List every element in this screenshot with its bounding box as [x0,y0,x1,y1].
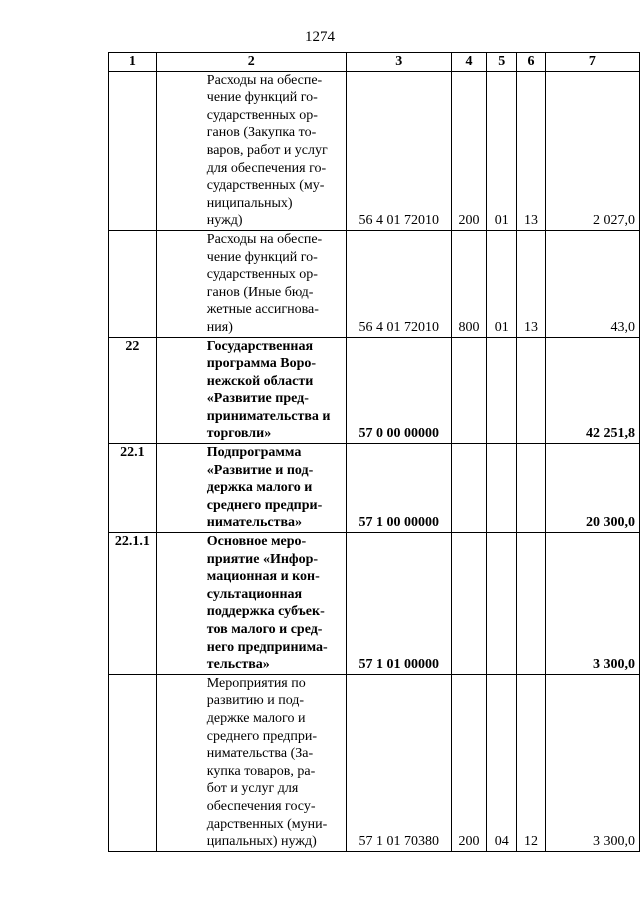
description-line: сультационная [206,586,303,602]
expense-type-cell [451,533,487,675]
description-line: него предпринима- [206,639,328,655]
subsection-cell [517,533,546,675]
subsection-cell [517,444,546,533]
description-line: нимательства» [206,515,303,531]
row-number-cell [109,71,157,230]
description-line: ния) [206,319,233,335]
description-text [207,231,343,337]
subsection-cell: 13 [517,71,546,230]
description-line: держка малого и [206,480,313,496]
description-line: принимательства и [206,408,331,424]
header-cell: 5 [487,53,517,72]
description-line: Государственная [206,338,314,354]
description-line: среднего предпри- [206,497,323,513]
description-line: «Развитие пред- [206,391,309,407]
amount-cell: 43,0 [545,230,639,337]
description-line: купка товаров, ра- [206,763,316,779]
description-line: «Развитие и под- [206,462,314,478]
program-code-cell: 57 1 00 00000 [346,444,451,533]
program-code-cell: 56 4 01 72010 [346,71,451,230]
expense-type-cell: 200 [451,674,487,851]
description-line: ниципальных) [206,195,293,211]
section-cell [487,444,517,533]
description-line: чение функций го- [206,249,318,265]
description-line: среднего предпри- [206,728,318,744]
description-line: нежской области [206,373,314,389]
description-line: сударственных (му- [206,178,325,194]
description-line: бот и услуг для [206,781,299,797]
row-number-cell [109,674,157,851]
table-row [109,71,640,230]
description-line: торговли» [206,426,272,442]
table-row [109,533,640,675]
description-line: Подпрограмма [206,445,302,461]
header-cell: 6 [517,53,546,72]
description-line: сударственных ор- [206,267,318,283]
description-line: Мероприятия по [206,675,306,691]
description-line: развитию и под- [206,693,305,709]
header-cell: 4 [451,53,487,72]
description-line: мационная и кон- [206,569,320,585]
row-number-cell [109,230,157,337]
description-line: Расходы на обеспе- [206,72,323,88]
description-line: приятие «Инфор- [206,551,319,567]
description-line: обеспечения госу- [206,798,316,814]
table-row [109,674,640,851]
program-code-cell: 57 1 01 00000 [346,533,451,675]
expense-type-cell [451,337,487,444]
header-row [109,53,640,72]
description-text [207,675,343,851]
header-cell: 7 [545,53,639,72]
expense-type-cell: 200 [451,71,487,230]
section-cell: 04 [487,674,517,851]
page-number: 1274 [305,29,335,45]
expense-type-cell: 800 [451,230,487,337]
section-cell [487,337,517,444]
subsection-cell: 12 [517,674,546,851]
description-cell [156,674,346,851]
header-cell: 2 [156,53,346,72]
description-line: ципальных) нужд) [206,834,317,850]
budget-table [108,52,640,852]
subsection-cell [517,337,546,444]
description-line: для обеспечения го- [206,160,327,176]
description-line: Расходы на обеспе- [206,231,323,247]
program-code-cell: 57 1 01 70380 [346,674,451,851]
amount-cell: 20 300,0 [545,444,639,533]
amount-cell: 42 251,8 [545,337,639,444]
description-line: варов, работ и услуг [206,142,328,158]
description-text [207,533,343,674]
description-cell [156,71,346,230]
expense-type-cell [451,444,487,533]
description-line: чение функций го- [206,90,318,106]
row-number-cell: 22 [109,337,157,444]
description-line: держке малого и [206,710,306,726]
header-cell: 3 [346,53,451,72]
description-text [207,72,343,230]
table-row [109,230,640,337]
description-line: дарственных (муни- [206,816,328,832]
description-text [207,444,343,532]
table-row [109,444,640,533]
description-line: тов малого и сред- [206,622,323,637]
description-line: Основное меро- [206,534,307,550]
amount-cell: 2 027,0 [545,71,639,230]
description-line: нужд) [206,213,243,229]
description-cell [156,337,346,444]
section-cell [487,533,517,675]
section-cell: 01 [487,71,517,230]
description-line: программа Воро- [206,356,317,372]
amount-cell: 3 300,0 [545,674,639,851]
description-line: нимательства (За- [206,746,314,762]
description-line: сударственных ор- [206,107,318,123]
description-line: ганов (Закупка то- [206,125,317,141]
row-number-cell: 22.1 [109,444,157,533]
description-line: тельства» [206,657,270,673]
row-number-cell: 22.1.1 [109,533,157,675]
subsection-cell: 13 [517,230,546,337]
description-cell [156,230,346,337]
table-row [109,337,640,444]
description-line: жетные ассигнова- [206,302,319,318]
description-text [207,338,343,444]
program-code-cell: 57 0 00 00000 [346,337,451,444]
header-cell: 1 [109,53,157,72]
section-cell: 01 [487,230,517,337]
description-cell [156,533,346,675]
description-line: поддержка субъек- [206,604,325,620]
description-cell [156,444,346,533]
description-line: ганов (Иные бюд- [206,284,314,300]
amount-cell: 3 300,0 [545,533,639,675]
program-code-cell: 56 4 01 72010 [346,230,451,337]
